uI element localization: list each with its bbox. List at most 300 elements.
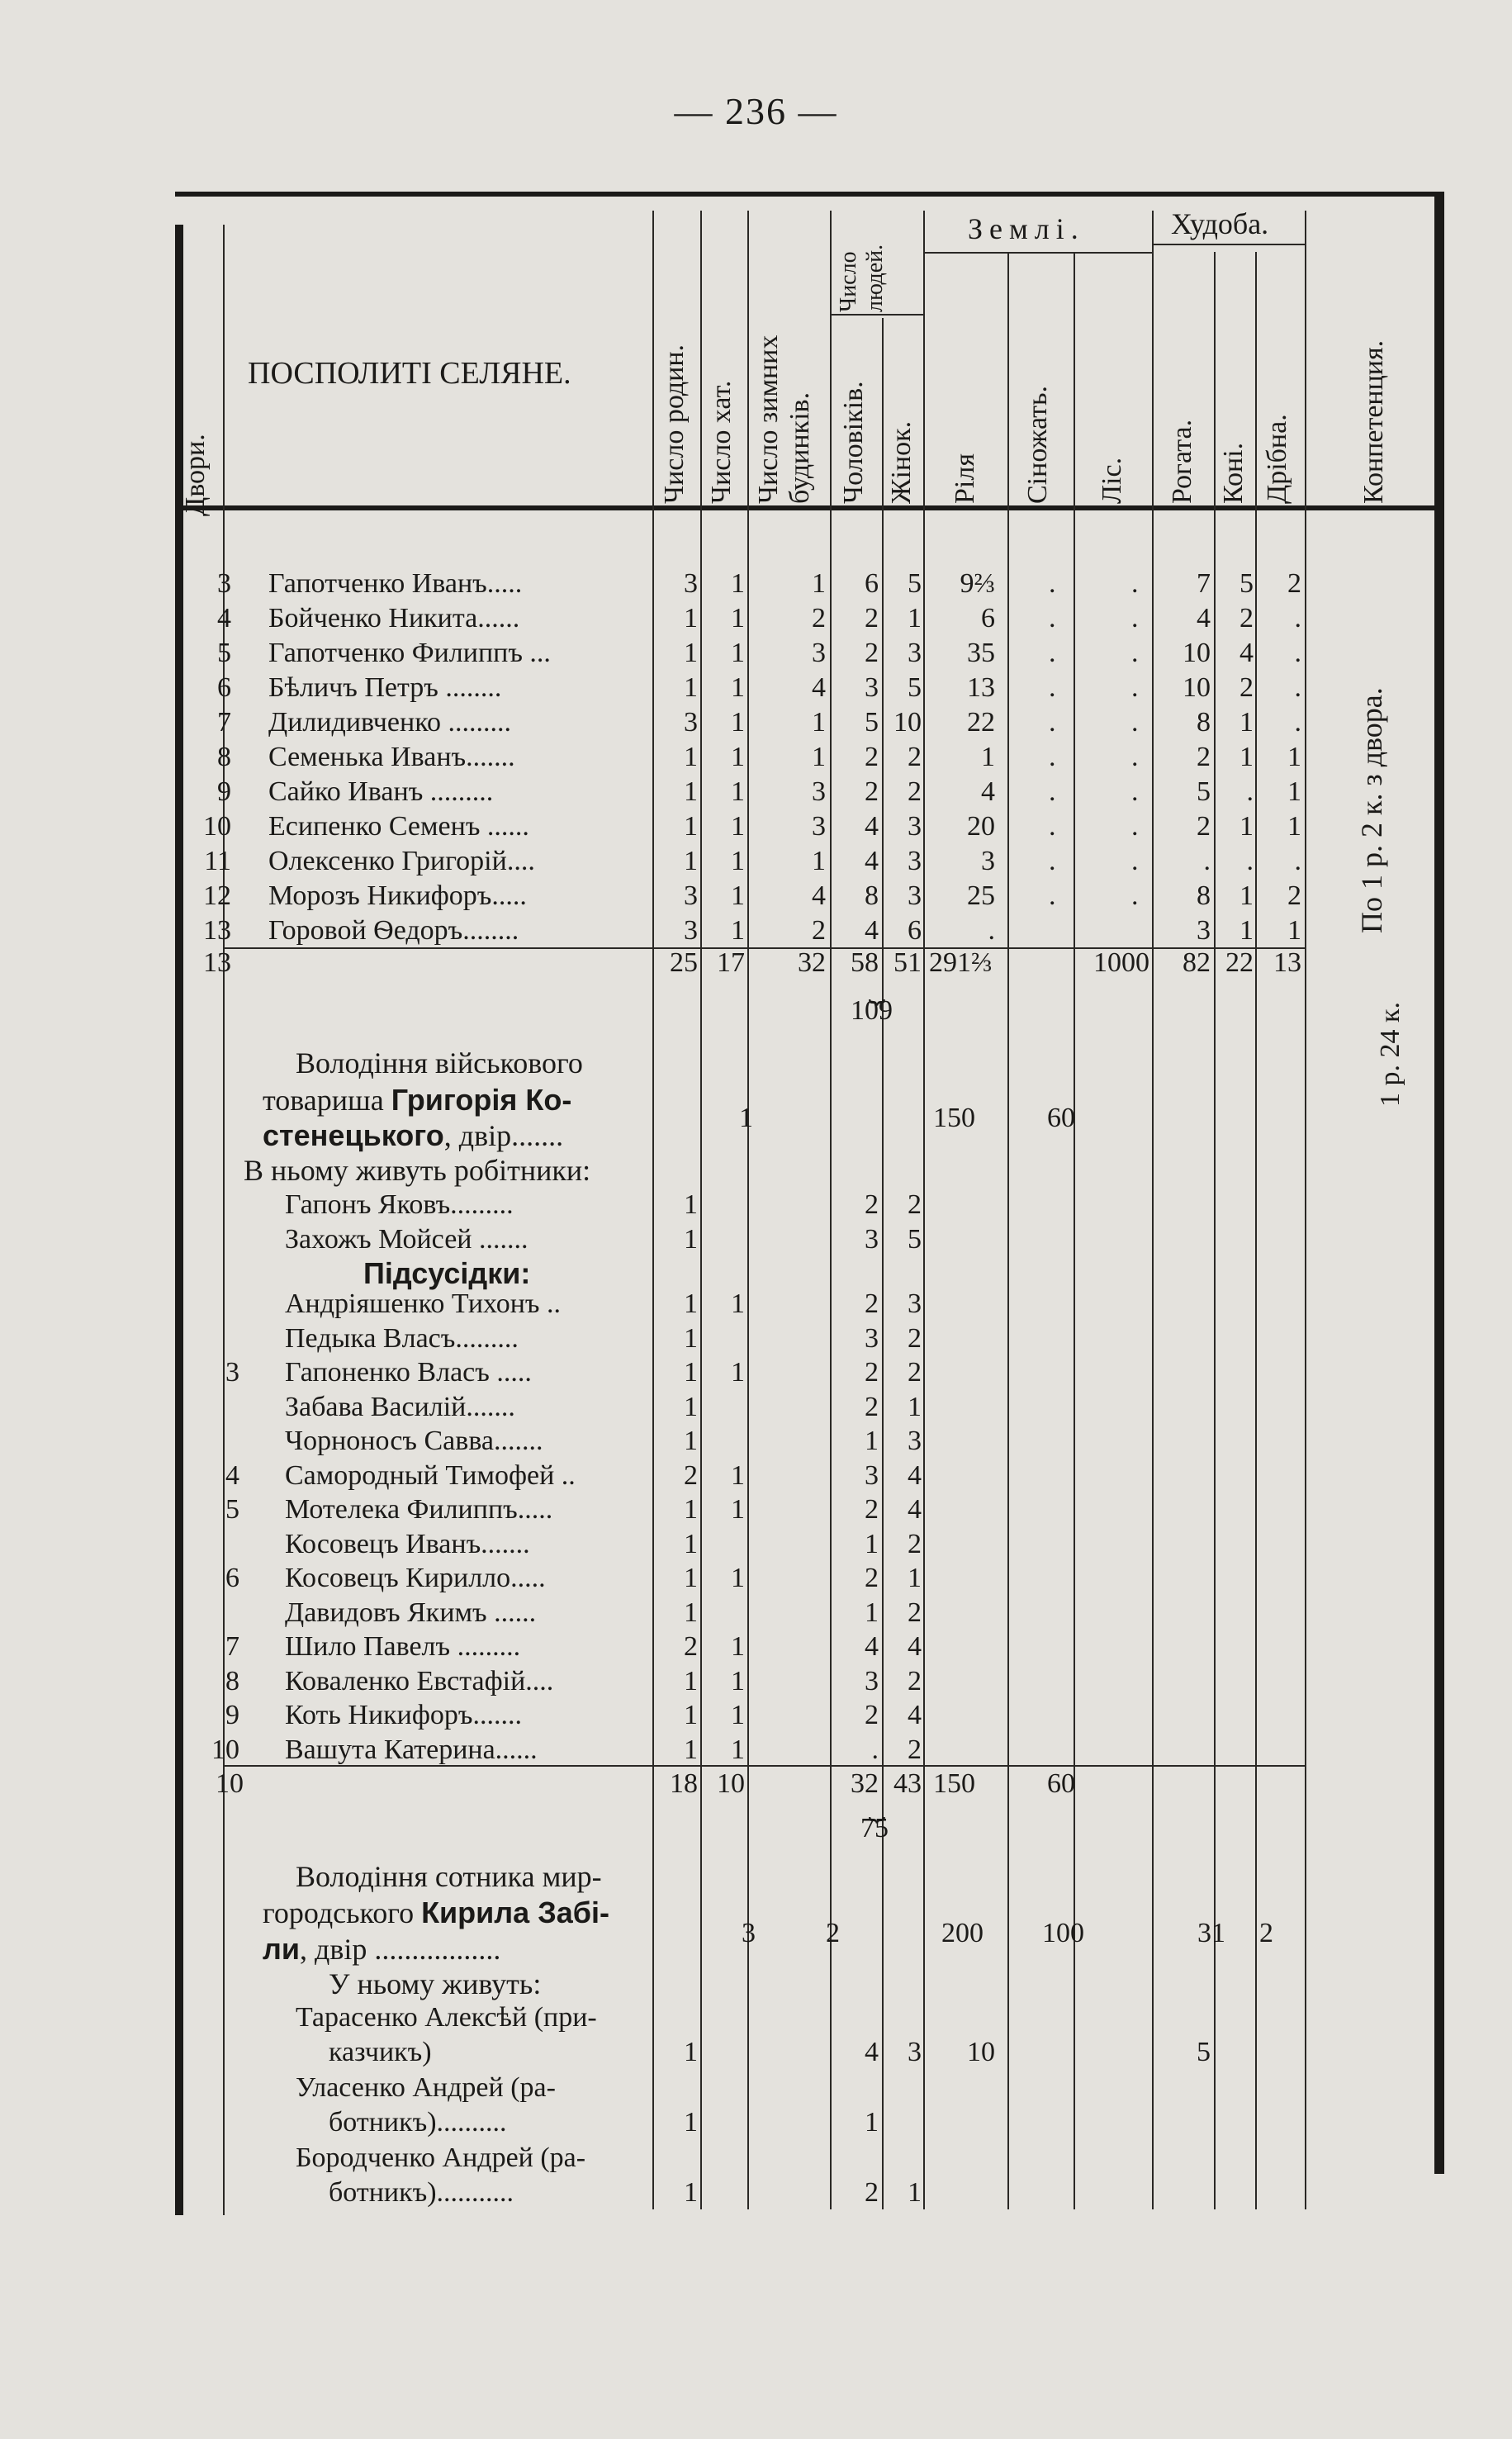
cell-khat: 1: [731, 1631, 745, 1662]
cell-name: Коваленко Евстафій....: [285, 1665, 554, 1696]
cell-cholovikiv: 4: [865, 811, 879, 842]
cell-khat: 1: [731, 672, 745, 703]
table-row-cont: [0, 2105, 1512, 2140]
cell-name: Косовецъ Кирилло.....: [285, 1563, 546, 1593]
cell-zhinok: 1: [908, 1391, 922, 1422]
cell-dvory: 3: [217, 568, 231, 599]
cell-dvory: 8: [217, 742, 231, 772]
total-roh: 82: [1183, 947, 1211, 978]
cell-rodyn: 1: [684, 811, 698, 842]
cell-cholovikiv: .: [871, 1734, 879, 1765]
total-khat: 17: [717, 947, 745, 978]
cell-name: Семенька Иванъ.......: [268, 742, 515, 772]
cell-zhinok: 4: [908, 1700, 922, 1730]
cell-zymnikh: 3: [812, 776, 826, 807]
cell-dribna: .: [1294, 672, 1301, 703]
cell-cholovikiv: 2: [865, 1189, 879, 1220]
cell-rodyn: 1: [684, 1288, 698, 1319]
cell-name: Вашута Катерина......: [285, 1734, 538, 1765]
cell-cholovikiv: 3: [865, 1459, 879, 1491]
cell-dvory: 5: [225, 1494, 239, 1525]
cell-rilya: 9⅔: [960, 568, 995, 599]
cell-cholovikiv: 1: [865, 1528, 879, 1559]
cell-dvory: 10: [203, 811, 231, 842]
page-number: — 236 —: [674, 90, 838, 132]
cell-dvory: 13: [203, 915, 231, 946]
cell-rodyn: 1: [684, 2107, 698, 2138]
cell-dvory: 12: [203, 880, 231, 911]
cell-dribna: 2: [1287, 880, 1301, 911]
header-rodyn: Число родин.: [659, 344, 690, 504]
cell-cholovikiv: 4: [865, 1631, 879, 1662]
cell-zhinok: 2: [908, 1357, 922, 1388]
table-row: [0, 567, 1512, 601]
cell-lis: .: [1131, 880, 1139, 911]
cell-lis: .: [1131, 672, 1139, 703]
cell-zymnikh: 3: [812, 811, 826, 842]
header-rilya: Ріля: [950, 453, 980, 504]
cell-dvory: 7: [225, 1631, 239, 1662]
cell-zymnikh: 2: [812, 915, 826, 946]
cell-rilya: 22: [967, 707, 995, 738]
section1-total-row: [0, 946, 1512, 980]
cell-rodyn: 1: [684, 1391, 698, 1422]
cell-rilya: 10: [967, 2037, 995, 2067]
cell-dvory: 9: [225, 1700, 239, 1730]
total-people: 109: [851, 995, 893, 1026]
cell-name-line2: ботникъ)..........: [329, 2107, 507, 2138]
cell-rohata: 2: [1197, 742, 1211, 772]
table-row: [0, 601, 1512, 636]
cell-zhinok: 4: [908, 1494, 922, 1525]
cell-sinozhat: .: [1049, 880, 1056, 911]
cell-dvory: 8: [225, 1665, 239, 1696]
cell-dvory: 10: [211, 1734, 239, 1765]
brace-icon: ⏟: [868, 973, 886, 1004]
cell-rilya: 13: [967, 672, 995, 703]
section3-roh: 31: [1197, 1918, 1225, 1948]
cell-zymnikh: 1: [812, 707, 826, 738]
cell-dvory: 9: [217, 776, 231, 807]
table-row: [0, 636, 1512, 671]
cell-zhinok: 3: [908, 846, 922, 876]
header-kompetentsiya: Конпетенция.: [1358, 339, 1389, 504]
table-row-cont: [0, 2035, 1512, 2070]
cell-rodyn: 3: [684, 568, 698, 599]
cell-lis: .: [1131, 811, 1139, 842]
total-lis: 1000: [1093, 947, 1149, 978]
table-row: [0, 1390, 1512, 1425]
cell-cholovikiv: 2: [865, 638, 879, 668]
cell-rohata: 8: [1197, 707, 1211, 738]
cell-rilya: 20: [967, 811, 995, 842]
cell-koni: 1: [1239, 811, 1254, 842]
cell-khat: 1: [731, 1357, 745, 1388]
side-note: По 1 р. 2 к. з двора.: [1355, 687, 1388, 933]
cell-name: Давидовъ Якимъ ......: [285, 1597, 537, 1628]
cell-zymnikh: 2: [812, 603, 826, 633]
cell-koni: 4: [1239, 638, 1254, 668]
cell-zhinok: 3: [908, 1288, 922, 1319]
cell-name: Гапоненко Власъ .....: [285, 1357, 532, 1388]
cell-name: Олексенко Григорій....: [268, 846, 535, 876]
brace-icon: ⏟: [868, 1791, 886, 1821]
cell-khat: 1: [731, 776, 745, 807]
header-khudoba: Худоба.: [1171, 207, 1269, 240]
cell-zhinok: 2: [908, 1322, 922, 1354]
section3-khat: 3: [742, 1918, 756, 1948]
cell-lis: .: [1131, 568, 1139, 599]
header-rohata: Рогата.: [1167, 419, 1197, 504]
cell-cholovikiv: 2: [865, 1391, 879, 1422]
cell-zhinok: 5: [908, 1224, 922, 1255]
cell-dvory: 5: [217, 638, 231, 668]
section2-total-row: [0, 1767, 1512, 1801]
cell-rilya: 35: [967, 638, 995, 668]
cell-zhinok: 6: [908, 915, 922, 946]
cell-sinozhat: .: [1049, 672, 1056, 703]
header-dribna: Дрібна.: [1262, 414, 1292, 504]
cell-sinozhat: .: [1049, 811, 1056, 842]
header-lyudey: Число людей.: [836, 244, 888, 312]
cell-zhinok: 2: [908, 1528, 922, 1559]
cell-name: Дилидивченко .........: [268, 707, 511, 738]
cell-cholovikiv: 3: [865, 1665, 879, 1696]
header-zemli: Землі.: [968, 212, 1085, 245]
cell-koni: 1: [1239, 742, 1254, 772]
table-row: [0, 775, 1512, 809]
cell-cholovikiv: 2: [865, 1357, 879, 1388]
cell-dribna: .: [1294, 707, 1301, 738]
cell-khat: 1: [731, 1288, 745, 1319]
cell-rilya: 1: [981, 742, 995, 772]
table-row: [0, 2141, 1512, 2176]
cell-zhinok: 2: [908, 742, 922, 772]
cell-zymnikh: 4: [812, 880, 826, 911]
cell-khat: 1: [731, 1459, 745, 1491]
cell-koni: .: [1246, 846, 1254, 876]
cell-rohata: 2: [1197, 811, 1211, 842]
cell-name-line1: Уласенко Андрей (ра-: [296, 2072, 556, 2103]
total2-khat: 10: [717, 1768, 745, 1799]
cell-rohata: 4: [1197, 603, 1211, 633]
cell-khat: 1: [731, 568, 745, 599]
cell-dribna: .: [1294, 638, 1301, 668]
cell-rodyn: 1: [684, 1189, 698, 1220]
section3-line2a: городського: [263, 1896, 422, 1929]
cell-dvory: 4: [217, 603, 231, 633]
cell-khat: 1: [731, 1665, 745, 1696]
total2-ch: 32: [851, 1768, 879, 1799]
table-row: [0, 1698, 1512, 1733]
cell-name-line1: Бородченко Андрей (ра-: [296, 2142, 586, 2173]
total-zh: 51: [893, 947, 922, 978]
table-row: [0, 1664, 1512, 1699]
table-row: [0, 1322, 1512, 1356]
cell-sinozhat: .: [1049, 707, 1056, 738]
section2-line3a: стенецького: [263, 1118, 444, 1152]
cell-rodyn: 1: [684, 1494, 698, 1525]
cell-name-line2: ботникъ)...........: [329, 2177, 514, 2208]
cell-zymnikh: 4: [812, 672, 826, 703]
cell-khat: 1: [731, 915, 745, 946]
cell-name: Бойченко Никита......: [268, 603, 520, 633]
cell-name: Самородный Тимофей ..: [285, 1459, 576, 1491]
cell-name: Гапотченко Филиппъ ...: [268, 638, 551, 668]
cell-khat: 1: [731, 846, 745, 876]
header-zhinok: Жінок.: [886, 420, 917, 504]
section2-line2a: товариша: [263, 1084, 391, 1117]
table-row-cont: [0, 2176, 1512, 2210]
total2-people: 75: [860, 1813, 889, 1843]
section2-line2b: Григорія Ко-: [391, 1083, 572, 1117]
table-row: [0, 2000, 1512, 2035]
cell-zhinok: 5: [908, 568, 922, 599]
cell-sinozhat: .: [1049, 742, 1056, 772]
cell-rohata: .: [1203, 846, 1211, 876]
cell-zhinok: 3: [908, 638, 922, 668]
cell-rohata: 5: [1197, 2037, 1211, 2067]
cell-name: Сайко Иванъ .........: [268, 776, 494, 807]
cell-cholovikiv: 2: [865, 742, 879, 772]
cell-koni: 1: [1239, 915, 1254, 946]
cell-khat: 1: [731, 742, 745, 772]
cell-cholovikiv: 6: [865, 568, 879, 599]
cell-rohata: 5: [1197, 776, 1211, 807]
cell-rodyn: 1: [684, 1597, 698, 1628]
cell-dribna: 2: [1287, 568, 1301, 599]
cell-dvory: 4: [225, 1459, 239, 1491]
cell-rohata: 8: [1197, 880, 1211, 911]
cell-zhinok: 2: [908, 776, 922, 807]
cell-dribna: 1: [1287, 776, 1301, 807]
section3-rilya: 200: [941, 1918, 984, 1948]
table-row: [0, 1355, 1512, 1390]
cell-cholovikiv: 2: [865, 1494, 879, 1525]
cell-rilya: 3: [981, 846, 995, 876]
cell-rohata: 10: [1183, 638, 1211, 668]
cell-name: Коть Никифоръ.......: [285, 1700, 522, 1730]
cell-khat: 1: [731, 603, 745, 633]
section3-zym: 2: [826, 1918, 840, 1948]
cell-cholovikiv: 3: [865, 1224, 879, 1255]
cell-name: Гапонъ Яковъ.........: [285, 1189, 514, 1220]
cell-name: Морозъ Никифоръ.....: [268, 880, 527, 911]
section2-sin: 60: [1047, 1103, 1075, 1133]
cell-lis: .: [1131, 707, 1139, 738]
section3-line3a: ли: [263, 1932, 300, 1966]
total-kon: 22: [1225, 947, 1254, 978]
cell-lis: .: [1131, 846, 1139, 876]
header-subline: [923, 252, 1152, 254]
section2-workers: В ньому живуть робітники:: [244, 1154, 591, 1187]
table-row: [0, 879, 1512, 913]
cell-dribna: .: [1294, 846, 1301, 876]
total-zym: 32: [798, 947, 826, 978]
table-row: [0, 1561, 1512, 1596]
cell-name: Горовой Ѳедоръ........: [268, 915, 519, 946]
cell-khat: 1: [731, 811, 745, 842]
cell-dvory: 11: [204, 846, 231, 876]
cell-name: Андріяшенко Тихонъ ..: [285, 1288, 561, 1319]
total2-dvory: 10: [216, 1768, 244, 1799]
section2-rilya: 150: [933, 1103, 975, 1133]
table-row: [0, 1424, 1512, 1459]
cell-rilya: 4: [981, 776, 995, 807]
cell-cholovikiv: 1: [865, 1426, 879, 1456]
table-row: [0, 2071, 1512, 2105]
cell-rodyn: 1: [684, 1734, 698, 1765]
header-koni: Коні.: [1218, 442, 1249, 504]
section3-live: У ньому живуть:: [329, 1967, 542, 2000]
table-row: [0, 1733, 1512, 1768]
cell-cholovikiv: 2: [865, 1563, 879, 1593]
cell-cholovikiv: 3: [865, 672, 879, 703]
table-row: [0, 1222, 1512, 1257]
cell-rodyn: 1: [684, 742, 698, 772]
table-row: [0, 705, 1512, 740]
cell-koni: 2: [1239, 603, 1254, 633]
section2-line1: Володіння військового: [296, 1046, 583, 1080]
cell-khat: 1: [731, 1734, 745, 1765]
total-dvory: 13: [203, 947, 231, 978]
cell-koni: 2: [1239, 672, 1254, 703]
cell-name: Мотелека Филиппъ.....: [285, 1494, 553, 1525]
cell-cholovikiv: 3: [865, 1322, 879, 1354]
cell-rodyn: 1: [684, 776, 698, 807]
cell-cholovikiv: 4: [865, 846, 879, 876]
section2-khat: 1: [739, 1103, 753, 1133]
cell-cholovikiv: 2: [865, 603, 879, 633]
cell-rodyn: 2: [684, 1459, 698, 1491]
table-right-border: [1434, 192, 1444, 2174]
cell-dribna: 1: [1287, 811, 1301, 842]
cell-koni: 1: [1239, 880, 1254, 911]
cell-zhinok: 2: [908, 1734, 922, 1765]
cell-koni: 1: [1239, 707, 1254, 738]
cell-koni: 5: [1239, 568, 1254, 599]
total-rodyn: 25: [670, 947, 698, 978]
cell-rodyn: 1: [684, 638, 698, 668]
cell-zhinok: 2: [908, 1597, 922, 1628]
cell-dvory: 6: [217, 672, 231, 703]
cell-zhinok: 2: [908, 1665, 922, 1696]
cell-rodyn: 1: [684, 1322, 698, 1354]
cell-name: Забава Василій.......: [285, 1391, 515, 1422]
cell-zymnikh: 1: [812, 568, 826, 599]
cell-cholovikiv: 1: [865, 2107, 879, 2138]
header-zymnikh: Число зимних будинків.: [753, 335, 815, 504]
cell-rodyn: 1: [684, 1563, 698, 1593]
cell-zhinok: 4: [908, 1631, 922, 1662]
cell-sinozhat: .: [1049, 603, 1056, 633]
cell-khat: 1: [731, 1563, 745, 1593]
cell-rilya: .: [988, 915, 995, 946]
cell-rohata: 3: [1197, 915, 1211, 946]
cell-name: Косовецъ Иванъ.......: [285, 1528, 530, 1559]
cell-name: Шило Павелъ .........: [285, 1631, 521, 1662]
cell-sinozhat: .: [1049, 846, 1056, 876]
cell-cholovikiv: 2: [865, 1288, 879, 1319]
section3-kon: 2: [1259, 1918, 1273, 1948]
cell-dribna: .: [1294, 603, 1301, 633]
section3-line1: Володіння сотника мир-: [296, 1860, 602, 1893]
cell-zhinok: 1: [908, 2177, 922, 2208]
section2-line2: [263, 1082, 571, 1118]
cell-rohata: 7: [1197, 568, 1211, 599]
cell-rilya: 25: [967, 880, 995, 911]
cell-dribna: 1: [1287, 742, 1301, 772]
cell-cholovikiv: 1: [865, 1597, 879, 1628]
cell-cholovikiv: 8: [865, 880, 879, 911]
cell-rodyn: 1: [684, 603, 698, 633]
cell-zhinok: 2: [908, 1189, 922, 1220]
cell-lis: .: [1131, 603, 1139, 633]
cell-zymnikh: 1: [812, 742, 826, 772]
table-row: [0, 844, 1512, 879]
cell-rodyn: 2: [684, 1631, 698, 1662]
cell-name: Чорноносъ Савва.......: [285, 1426, 543, 1456]
cell-rodyn: 1: [684, 2177, 698, 2208]
cell-zhinok: 3: [908, 880, 922, 911]
cell-zhinok: 3: [908, 2037, 922, 2067]
cell-khat: 1: [731, 1494, 745, 1525]
total2-rilya: 150: [933, 1768, 975, 1799]
cell-dvory: 6: [225, 1563, 239, 1593]
cell-rohata: 10: [1183, 672, 1211, 703]
table-row: [0, 1459, 1512, 1493]
header-title: ПОСПОЛИТІ СЕЛЯНЕ.: [248, 356, 571, 391]
cell-rodyn: 3: [684, 880, 698, 911]
cell-zhinok: 1: [908, 603, 922, 633]
section2-pidsusidky: Підсусідки:: [363, 1256, 531, 1290]
header-cholovikiv: Чоловіків.: [838, 381, 869, 504]
cell-rodyn: 1: [684, 1224, 698, 1255]
cell-name: Есипенко Семенъ ......: [268, 811, 529, 842]
cell-khat: 1: [731, 707, 745, 738]
total2-rodyn: 18: [670, 1768, 698, 1799]
table-row: [0, 1287, 1512, 1322]
cell-dribna: 1: [1287, 915, 1301, 946]
cell-cholovikiv: 5: [865, 707, 879, 738]
cell-cholovikiv: 4: [865, 2037, 879, 2067]
cell-sinozhat: .: [1049, 638, 1056, 668]
cell-lis: .: [1131, 638, 1139, 668]
cell-name: Захожъ Мойсей .......: [285, 1224, 528, 1255]
cell-cholovikiv: 4: [865, 915, 879, 946]
cell-cholovikiv: 2: [865, 2177, 879, 2208]
cell-zhinok: 5: [908, 672, 922, 703]
cell-zhinok: 3: [908, 811, 922, 842]
section3-line3: [263, 1931, 500, 1967]
total-dr: 13: [1273, 947, 1301, 978]
cell-lis: .: [1131, 742, 1139, 772]
cell-rodyn: 1: [684, 1700, 698, 1730]
total2-zh: 43: [893, 1768, 922, 1799]
cell-rodyn: 1: [684, 1426, 698, 1456]
cell-rodyn: 1: [684, 1665, 698, 1696]
section3-line3b: , двір .................: [300, 1933, 501, 1966]
section3-sin: 100: [1042, 1918, 1084, 1948]
cell-khat: 1: [731, 880, 745, 911]
table-row: [0, 1630, 1512, 1664]
table-row: [0, 1188, 1512, 1222]
cell-cholovikiv: 2: [865, 1700, 879, 1730]
cell-koni: .: [1246, 776, 1254, 807]
total-ch: 58: [851, 947, 879, 978]
header-sinozhat: Сіножать.: [1022, 385, 1053, 504]
table-row: [0, 913, 1512, 948]
